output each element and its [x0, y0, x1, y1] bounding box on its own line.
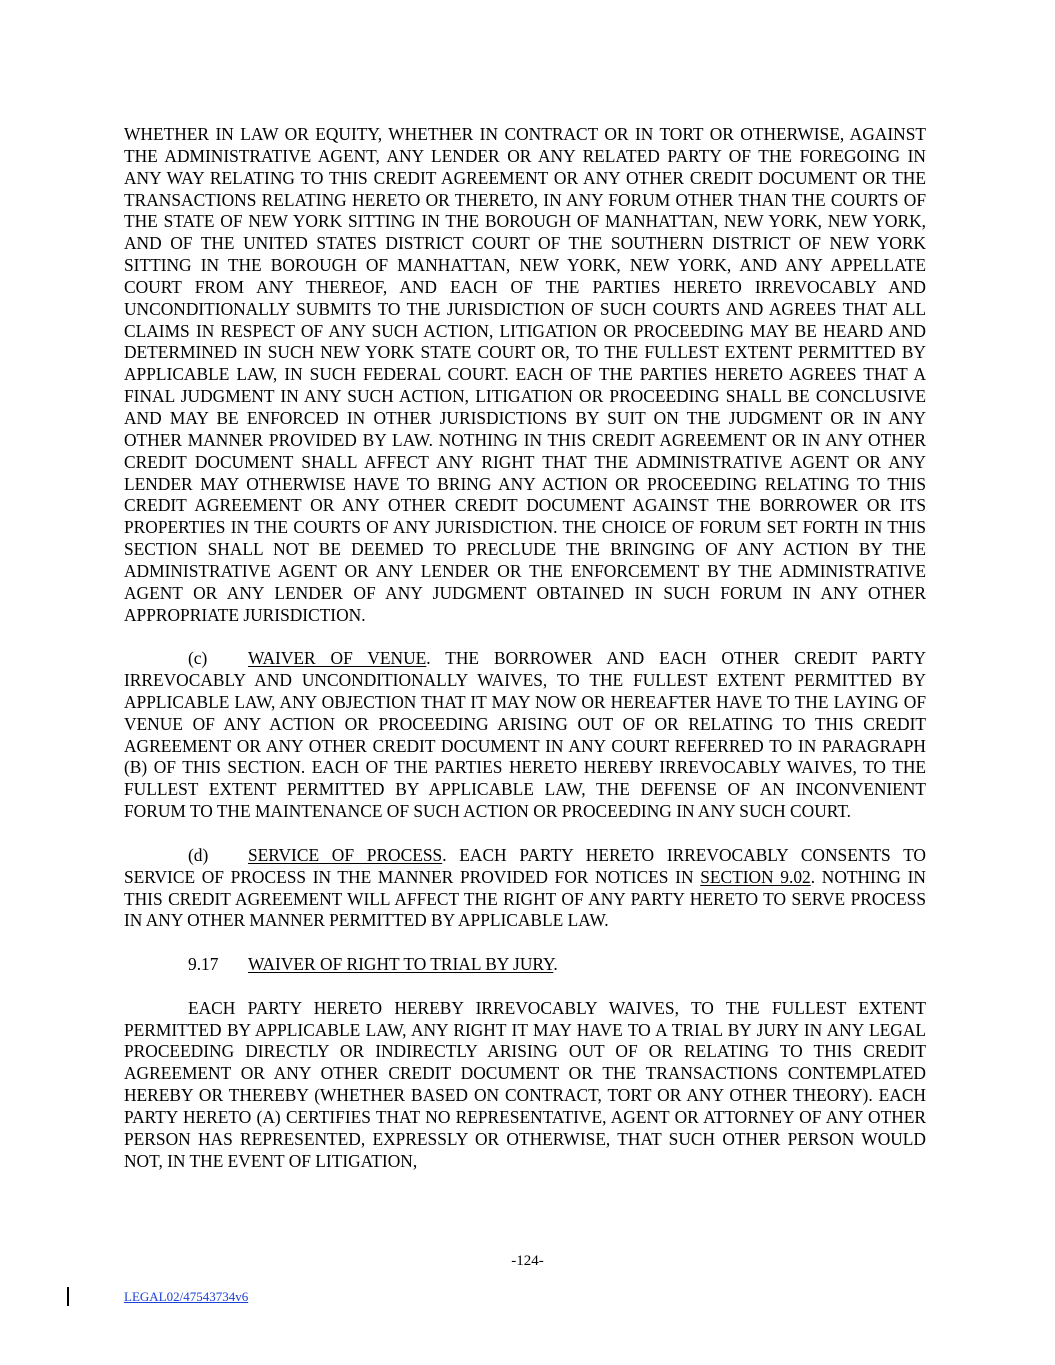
document-id-link[interactable]: LEGAL02/47543734v6 — [124, 1289, 249, 1304]
paragraph-spacer — [124, 823, 926, 845]
paragraph-spacer — [124, 932, 926, 954]
paragraph-spacer — [124, 976, 926, 998]
section-c-paragraph — [124, 648, 926, 823]
section-917-heading: WAIVER OF RIGHT TO TRIAL BY JURY — [248, 954, 554, 975]
section-c-text: . THE BORROWER AND EACH OTHER CREDIT PARTY IRREVOCABLY AND UNCONDITIONALLY WAIVES, TO THE FULLEST EXTENT PERMITTED BY APPLICABLE LAW, ANY OBJECTION THAT IT MAY NOW OR HEREAFTER HAVE TO THE LAYING OF VENUE OF ANY ACTION OR PROCEEDING ARISING OUT OF OR RELATING TO THIS CREDIT AGREEMENT OR ANY OTHER CREDIT DOCUMENT IN ANY COURT REFERRED TO IN PARAGRAPH (B) OF THIS SECTION. EACH OF THE PARTIES HERETO HEREBY IRREVOCABLY WAIVES, TO THE FULLEST EXTENT PERMITTED BY APPLICABLE LAW, THE DEFENSE OF AN INCONVENIENT FORUM TO THE MAINTENANCE OF SUCH ACTION OR PROCEEDING IN ANY SUCH COURT. — [124, 648, 926, 822]
section-917-number: 9.17 — [188, 954, 219, 975]
section-917-heading-suffix: . — [553, 954, 558, 975]
section-d-paragraph — [124, 845, 926, 932]
page-number: -124- — [511, 1253, 544, 1269]
section-c-label: (c) — [188, 648, 208, 669]
jury-waiver-paragraph: EACH PARTY HERETO HEREBY IRREVOCABLY WAIVES, TO THE FULLEST EXTENT PERMITTED BY APPLICABLE LAW, ANY RIGHT IT MAY HAVE TO A TRIAL BY JURY IN ANY LEGAL PROCEEDING DIRECTLY OR INDIRECTLY ARISING OUT OF OR RELATING TO THIS CREDIT AGREEMENT OR ANY OTHER CREDIT DOCUMENT OR THE TRANSACTIONS CONTEMPLATED HEREBY OR THEREBY (WHETHER BASED ON CONTRACT, TORT OR ANY OTHER THEORY). EACH PARTY HERETO (A) CERTIFIES THAT NO REPRESENTATIVE, AGENT OR ATTORNEY OF ANY OTHER PERSON HAS REPRESENTED, EXPRESSLY OR OTHERWISE, THAT SUCH OTHER PERSON WOULD NOT, IN THE EVENT OF LITIGATION, — [124, 997, 926, 1171]
document-page — [124, 124, 926, 1173]
revision-margin-bar — [67, 1287, 69, 1306]
section-d-text-after: . NOTHING IN THIS CREDIT AGREEMENT WILL AFFECT THE RIGHT OF ANY PARTY HERETO TO SERVE PROCESS IN ANY OTHER MANNER PERMITTED BY APPLICABLE LAW. — [124, 866, 926, 931]
body-paragraph: WHETHER IN LAW OR EQUITY, WHETHER IN CONTRACT OR IN TORT OR OTHERWISE, AGAINST THE ADMINISTRATIVE AGENT, ANY LENDER OR ANY RELATED PARTY OF THE FOREGOING IN ANY WAY RELATING TO THIS CREDIT AGREEMENT OR ANY OTHER CREDIT DOCUMENT OR THE TRANSACTIONS RELATING HERETO OR THERETO, IN ANY FORUM OTHER THAN THE COURTS OF THE STATE OF NEW YORK SITTING IN THE BOROUGH OF MANHATTAN, NEW YORK, NEW YORK, AND OF THE UNITED STATES DISTRICT COURT OF THE SOUTHERN DISTRICT OF NEW YORK SITTING IN THE BOROUGH OF MANHATTAN, NEW YORK, NEW YORK, AND ANY APPELLATE COURT FROM ANY THEREOF, AND EACH OF THE PARTIES HERETO IRREVOCABLY AND UNCONDITIONALLY SUBMITS TO THE JURISDICTION OF SUCH COURTS AND AGREES THAT ALL CLAIMS IN RESPECT OF ANY SUCH ACTION, LITIGATION OR PROCEEDING MAY BE HEARD AND DETERMINED IN SUCH NEW YORK STATE COURT OR, TO THE FULLEST EXTENT PERMITTED BY APPLICABLE LAW, IN SUCH FEDERAL COURT. EACH OF THE PARTIES HERETO AGREES THAT A FINAL JUDGMENT IN ANY SUCH ACTION, LITIGATION OR PROCEEDING SHALL BE CONCLUSIVE AND MAY BE ENFORCED IN OTHER JURISDICTIONS BY SUIT ON THE JUDGMENT OR IN ANY OTHER MANNER PROVIDED BY LAW. NOTHING IN THIS CREDIT AGREEMENT OR IN ANY OTHER CREDIT DOCUMENT SHALL AFFECT ANY RIGHT THAT THE ADMINISTRATIVE AGENT OR ANY LENDER MAY OTHERWISE HAVE TO BRING ANY ACTION OR PROCEEDING RELATING TO THIS CREDIT AGREEMENT OR ANY OTHER CREDIT DOCUMENT AGAINST THE BORROWER OR ITS PROPERTIES IN THE COURTS OF ANY JURISDICTION. THE CHOICE OF FORUM SET FORTH IN THIS SECTION SHALL NOT BE DEEMED TO PRECLUDE THE BRINGING OF ANY ACTION BY THE ADMINISTRATIVE AGENT OR ANY LENDER OR THE ENFORCEMENT BY THE ADMINISTRATIVE AGENT OR ANY LENDER OF ANY JUDGMENT OBTAINED IN SUCH FORUM IN ANY OTHER APPROPRIATE JURISDICTION. — [124, 124, 926, 625]
section-d-label: (d) — [188, 844, 209, 865]
paragraph-spacer — [124, 626, 926, 648]
section-917-heading-line — [124, 954, 926, 976]
section-c-heading: WAIVER OF VENUE — [248, 648, 427, 669]
section-d-text-before: . EACH PARTY HERETO IRREVOCABLY CONSENTS TO SERVICE OF PROCESS IN THE MANNER PROVIDED FOR NOTICES IN — [124, 844, 926, 887]
section-d-heading: SERVICE OF PROCESS — [248, 844, 443, 865]
section-reference-link[interactable]: SECTION 9.02 — [700, 866, 811, 887]
